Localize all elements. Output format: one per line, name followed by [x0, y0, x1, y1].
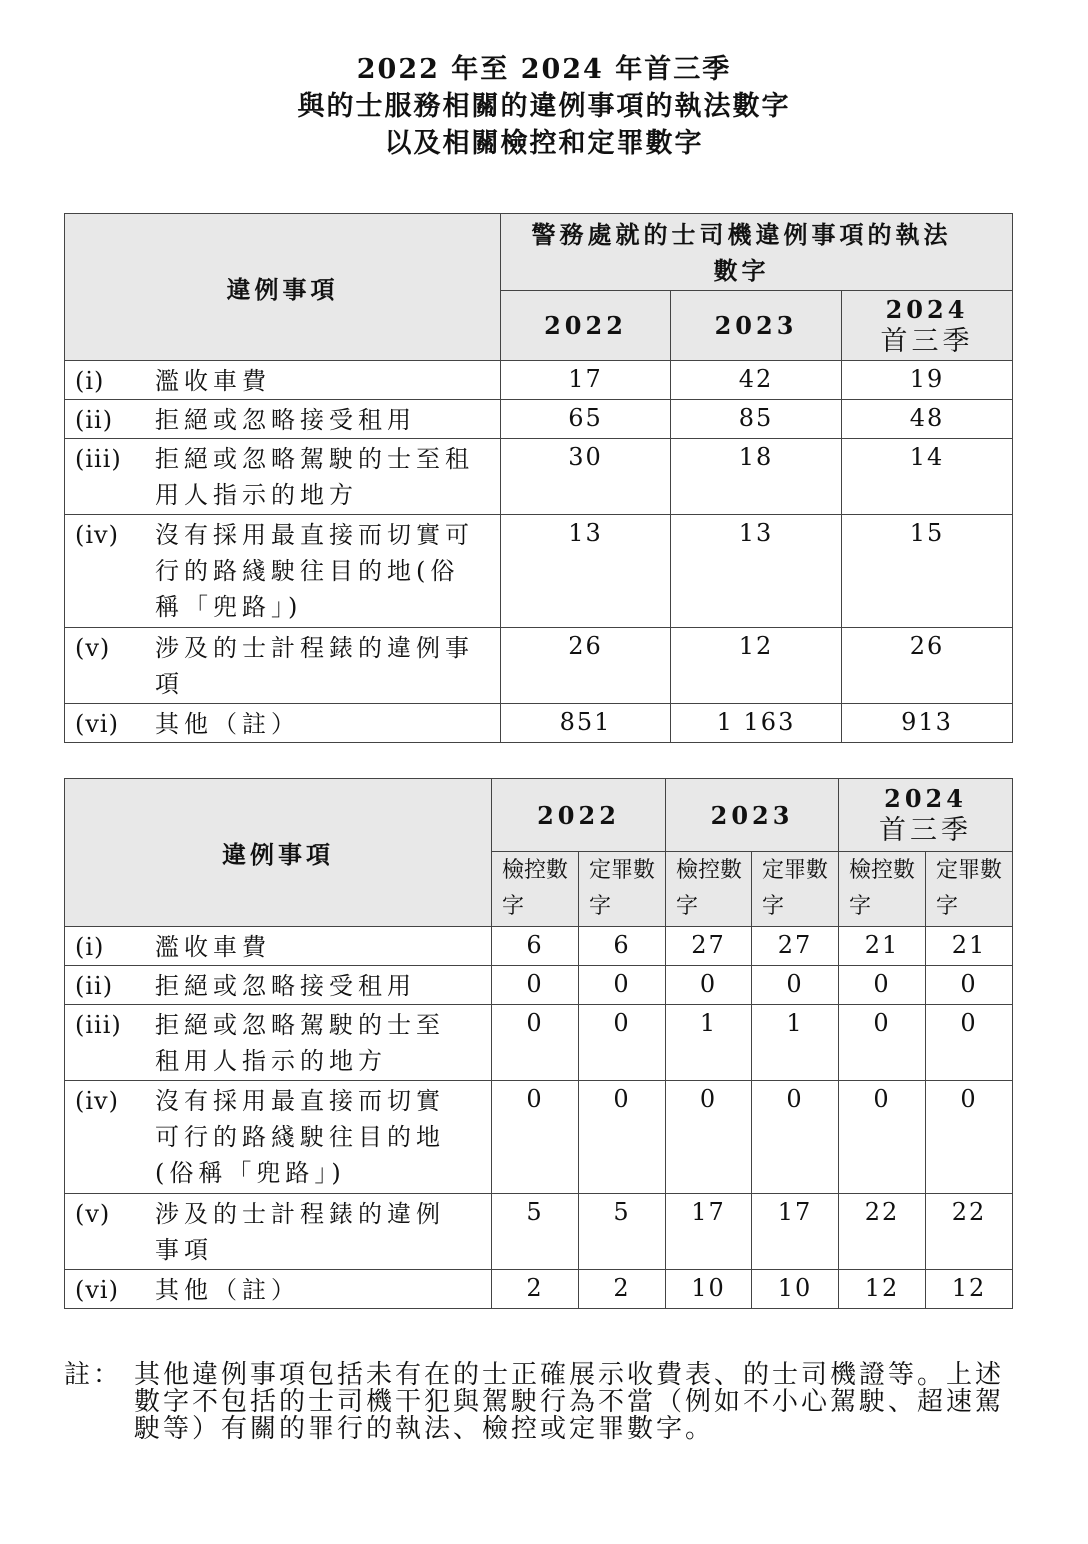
table-row	[65, 1081, 1013, 1194]
year-2024-label: 2024	[884, 784, 967, 813]
row-description: 拒絕或忽略駕駛的士至租用人指示的地方	[155, 1011, 445, 1075]
title-line-3: 以及相關檢控和定罪數字	[384, 128, 704, 159]
value-cell: 14	[842, 439, 1013, 515]
year-header-2024	[842, 291, 1013, 361]
value-cell: 0	[926, 966, 1013, 1005]
value-cell: 65	[501, 400, 671, 439]
value-cell: 85	[671, 400, 842, 439]
row-label: (iv)	[75, 521, 119, 549]
enforcement-table	[64, 213, 1013, 743]
year-header-2023: 2023	[671, 291, 842, 361]
year-header-2023: 2023	[666, 779, 839, 852]
value-cell: 0	[492, 1081, 579, 1194]
first-three-quarters-label: 首三季	[880, 325, 974, 357]
row-description: 拒絕或忽略接受租用	[155, 406, 416, 434]
row-label: (iii)	[75, 1011, 122, 1039]
value-cell: 21	[839, 927, 926, 966]
year-header-2024	[839, 779, 1013, 852]
value-cell: 10	[752, 1270, 839, 1309]
value-cell: 0	[752, 966, 839, 1005]
row-label: (v)	[75, 1200, 111, 1228]
value-cell: 5	[579, 1194, 666, 1270]
row-label: (v)	[75, 634, 111, 662]
year-header-2022: 2022	[492, 779, 666, 852]
value-cell: 0	[579, 1005, 666, 1081]
table-row	[65, 439, 1013, 515]
row-label: (iv)	[75, 1087, 119, 1115]
footnote-label: 註：	[64, 1360, 123, 1390]
offence-header: 違例事項	[65, 214, 501, 361]
title-line-1: 2022 年至 2024 年首三季	[356, 54, 732, 85]
value-cell: 22	[839, 1194, 926, 1270]
value-cell: 1 163	[671, 704, 842, 743]
row-description: 其他（註）	[155, 710, 300, 738]
row-description: 沒有採用最直接而切實可行的路綫駛往目的地 (俗稱「兜路」)	[155, 1087, 445, 1187]
row-label: (ii)	[75, 972, 114, 1000]
table-row	[65, 400, 1013, 439]
row-description: 涉及的士計程錶的違例事項	[155, 634, 474, 698]
row-description: 拒絕或忽略駕駛的士至租用人指示的地方	[155, 445, 474, 509]
value-cell: 12	[926, 1270, 1013, 1309]
first-three-quarters-label: 首三季	[879, 815, 973, 846]
row-label: (vi)	[75, 1276, 119, 1304]
document-title	[0, 52, 1088, 163]
value-cell: 30	[501, 439, 671, 515]
row-description: 涉及的士計程錶的違例事項	[155, 1200, 445, 1264]
table-row	[65, 361, 1013, 400]
value-cell: 17	[501, 361, 671, 400]
value-cell: 26	[501, 628, 671, 704]
conviction-header: 定罪數字	[926, 852, 1013, 927]
row-label: (iii)	[75, 445, 122, 473]
value-cell: 2	[579, 1270, 666, 1309]
prosecution-conviction-table	[64, 778, 1013, 1309]
value-cell: 12	[671, 628, 842, 704]
value-cell: 1	[752, 1005, 839, 1081]
prosecution-header: 檢控數字	[839, 852, 926, 927]
value-cell: 0	[666, 966, 752, 1005]
prosecution-header: 檢控數字	[492, 852, 579, 927]
value-cell: 0	[492, 966, 579, 1005]
value-cell: 13	[671, 515, 842, 628]
table-row	[65, 1270, 1013, 1309]
table-row	[65, 1194, 1013, 1270]
value-cell: 15	[842, 515, 1013, 628]
conviction-header: 定罪數字	[579, 852, 666, 927]
value-cell: 6	[579, 927, 666, 966]
value-cell: 6	[492, 927, 579, 966]
value-cell: 0	[579, 1081, 666, 1194]
value-cell: 19	[842, 361, 1013, 400]
value-cell: 0	[492, 1005, 579, 1081]
value-cell: 2	[492, 1270, 579, 1309]
value-cell: 27	[666, 927, 752, 966]
value-cell: 10	[666, 1270, 752, 1309]
value-cell: 0	[579, 966, 666, 1005]
prosecution-header: 檢控數字	[666, 852, 752, 927]
offence-header: 違例事項	[65, 779, 492, 927]
row-description: 濫收車費	[155, 367, 271, 395]
table-row	[65, 927, 1013, 966]
value-cell: 18	[671, 439, 842, 515]
value-cell: 48	[842, 400, 1013, 439]
value-cell: 22	[926, 1194, 1013, 1270]
title-line-2: 與的士服務相關的違例事項的執法數字	[297, 91, 791, 122]
value-cell: 0	[839, 1005, 926, 1081]
value-cell: 0	[839, 1081, 926, 1194]
year-2024-label: 2024	[885, 294, 969, 324]
conviction-header: 定罪數字	[752, 852, 839, 927]
table-row	[65, 704, 1013, 743]
table-row	[65, 628, 1013, 704]
row-description: 沒有採用最直接而切實可行的路綫駛往目的地(俗稱「兜路」)	[155, 521, 474, 621]
value-cell: 13	[501, 515, 671, 628]
value-cell: 0	[926, 1081, 1013, 1194]
value-cell: 913	[842, 704, 1013, 743]
value-cell: 21	[926, 927, 1013, 966]
value-cell: 5	[492, 1194, 579, 1270]
value-cell: 1	[666, 1005, 752, 1081]
row-label: (ii)	[75, 406, 114, 434]
enforcement-group-header: 警務處就的士司機違例事項的執法數字	[501, 214, 1013, 291]
value-cell: 0	[839, 966, 926, 1005]
table-row	[65, 515, 1013, 628]
value-cell: 17	[752, 1194, 839, 1270]
row-label: (i)	[75, 367, 105, 395]
footnote-text: 其他違例事項包括未有在的士正確展示收費表、的士司機證等。上述數字不包括的士司機干犯與駕駛行為不當（例如不小心駕駛、超速駕駛等）有關的罪行的執法、檢控或定罪數字。	[134, 1360, 1005, 1444]
value-cell: 12	[839, 1270, 926, 1309]
value-cell: 42	[671, 361, 842, 400]
table-row	[65, 966, 1013, 1005]
row-label: (vi)	[75, 710, 119, 738]
value-cell: 851	[501, 704, 671, 743]
value-cell: 0	[752, 1081, 839, 1194]
table-row	[65, 1005, 1013, 1081]
value-cell: 26	[842, 628, 1013, 704]
value-cell: 27	[752, 927, 839, 966]
row-label: (i)	[75, 933, 105, 961]
value-cell: 0	[926, 1005, 1013, 1081]
row-description: 濫收車費	[155, 933, 271, 961]
value-cell: 0	[666, 1081, 752, 1194]
value-cell: 17	[666, 1194, 752, 1270]
row-description: 其他（註）	[155, 1276, 300, 1304]
year-header-2022: 2022	[501, 291, 671, 361]
row-description: 拒絕或忽略接受租用	[155, 972, 416, 1000]
